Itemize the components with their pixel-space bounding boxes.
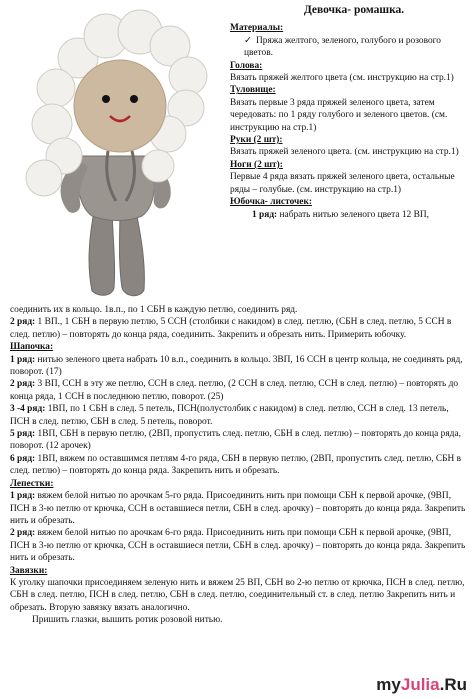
hat-row-text: нитью зеленого цвета набрать 10 в.п., соединить в кольцо. 3ВП, 16 ССН в центр кольца, не соединять ряд, поворот. (17) bbox=[10, 354, 463, 378]
skirt-row1-label: 1 ряд: bbox=[252, 209, 278, 220]
right-column bbox=[230, 4, 468, 221]
hat-row-text: 1ВП, вяжем по оставшимся петлям 4-го ряда, СБН в первую петлю, (2ВП, пропустить след. петлю, СБН в след. петлю) – повторять до конца ряда. Закрепить нить и обрезать. bbox=[10, 453, 462, 477]
checkmark-icon: ✓ bbox=[244, 35, 252, 46]
skirt-row2 bbox=[10, 316, 467, 341]
logo-part-my: my bbox=[376, 675, 401, 694]
doll-head bbox=[74, 60, 166, 152]
head-text: Вязать пряжей желтого цвета (см. инструкцию на стр.1) bbox=[230, 73, 454, 84]
left-eye bbox=[102, 95, 110, 103]
petals-row-label: 1 ряд: bbox=[10, 491, 36, 502]
document-title: Девочка- ромашка. bbox=[303, 4, 405, 16]
petals-row bbox=[10, 527, 467, 564]
hat-row-text: 1ВП, по 1 СБН в след. 5 петель, ПСН(полустолбик с накидом) в след. петлю, ССН в след. 13 петель, ПСН в след. петлю, СБН в след. 5 петель, поворот. bbox=[10, 404, 449, 427]
materials-heading: Материалы: bbox=[230, 23, 284, 34]
petals-row-text: вяжем белой нитью по арочкам 5-го ряда. Присоединить нить при помощи СБН к первой арочке, (9ВП, ПСН в 3-ю петлю от крючка, ССН в оставшиеся петли, СБН в след. арочку) – повторять до конца ряда. Закрепить нить и обрезать. bbox=[10, 491, 466, 526]
hat-row-text: 1ВП, СБН в первую петлю, (2ВП, пропустить след. петлю, СБН в след. петлю) – повторять до конца ряда, поворот. (12 арочек) bbox=[10, 429, 461, 452]
body-text: Вязать первые 3 ряда пряжей зеленого цвета, затем чередовать: по 1 ряду голубого и зеленого цветов. (см. инструкцию на стр.1) bbox=[230, 97, 448, 133]
hat-row-text: 3 ВП, ССН в эту же петлю, ССН в след. петлю, (2 ССН в след. петлю, ССН в след. петлю) – повторять до конца ряда, 1 ССН в последнюю петлю, поворот. (25) bbox=[10, 379, 459, 402]
logo-part-julia: Julia bbox=[400, 675, 440, 694]
legs-text: Первые 4 ряда вязать пряжей зеленого цвета, остальные ряды – голубые. (см. инструкцию на стр.1) bbox=[230, 172, 455, 195]
hat-row-label: 5 ряд: bbox=[10, 429, 36, 440]
right-eye bbox=[130, 95, 138, 103]
skirt-row1-continuation: соединить их в кольцо. 1в.п., по 1 СБН в каждую петлю, соединить ряд. bbox=[10, 305, 298, 315]
hat-row bbox=[10, 453, 467, 478]
hat-row-label: 6 ряд: bbox=[10, 453, 36, 464]
hat-row-label: 2 ряд: bbox=[10, 379, 36, 390]
hat-row-label: 1 ряд: bbox=[10, 354, 36, 365]
arms-text: Вязать пряжей зеленого цвета. (см. инструкцию на стр.1) bbox=[230, 147, 459, 158]
hat-row bbox=[10, 428, 467, 453]
ties-heading: Завязки: bbox=[10, 565, 48, 576]
final-note: Пришить глазки, вышить ротик розовой нитью. bbox=[32, 615, 223, 626]
logo-part-ru: .Ru bbox=[439, 675, 467, 694]
site-logo bbox=[376, 675, 467, 695]
skirt-row1-text: набрать нитью зеленого цвета 12 ВП, bbox=[277, 209, 429, 220]
materials-text: Пряжа желтого, зеленого, голубого и розового цветов. bbox=[244, 35, 441, 59]
hat-row bbox=[10, 378, 467, 403]
skirt-row2-text: 1 ВП., 1 СБН в первую петлю, 5 ССН (столбики с накидом) в след. петлю, (СБН в след. петлю, 5 ССН в след. петлю) – повторять до конца ряда, соединить. Закрепить и обрезать нить. Примерить юбочку. bbox=[10, 317, 452, 340]
materials-item bbox=[230, 35, 468, 60]
head-heading: Голова: bbox=[230, 60, 263, 71]
body-heading: Туловище: bbox=[230, 85, 276, 96]
petals-heading: Лепестки: bbox=[10, 478, 54, 489]
bottom-text bbox=[10, 304, 467, 627]
petals-row bbox=[10, 490, 467, 527]
hat-row bbox=[10, 354, 467, 379]
ties-text: К уголку шапочки присоединяем зеленую нить и вяжем 25 ВП, СБН во 2-ю петлю от крючка, ПСН в след. петлю, СБН в след. петлю, ПСН в след. петлю, СБН в след. петлю, соединительный ст. в след. петлю Закрепить нить и обрезать. Вторую завязку вязать аналогично. bbox=[10, 577, 465, 613]
hat-row-label: 3 -4 ряд: bbox=[10, 404, 46, 415]
legs-heading: Ноги (2 шт): bbox=[230, 159, 283, 170]
skirt-row1-start bbox=[230, 209, 468, 221]
crochet-doll-photo bbox=[8, 6, 220, 302]
hat-row bbox=[10, 403, 467, 428]
skirt-row2-label: 2 ряд: bbox=[10, 317, 36, 328]
petals-row-text: вяжем белой нитью по арочкам 6-го ряда. Присоединить нить при помощи СБН к первой арочке, (9ВП, ПСН в 3-ю петлю от крючка, ССН в оставшиеся петли, СБН в след. арочку) – повторять до конца ряда. Закрепить нить и обрезать. bbox=[10, 528, 466, 564]
hat-heading: Шапочка: bbox=[10, 342, 54, 353]
petals-row-label: 2 ряд: bbox=[10, 528, 36, 539]
arms-heading: Руки (2 шт): bbox=[230, 135, 283, 146]
skirt-heading: Юбочка- листочек: bbox=[230, 197, 312, 208]
